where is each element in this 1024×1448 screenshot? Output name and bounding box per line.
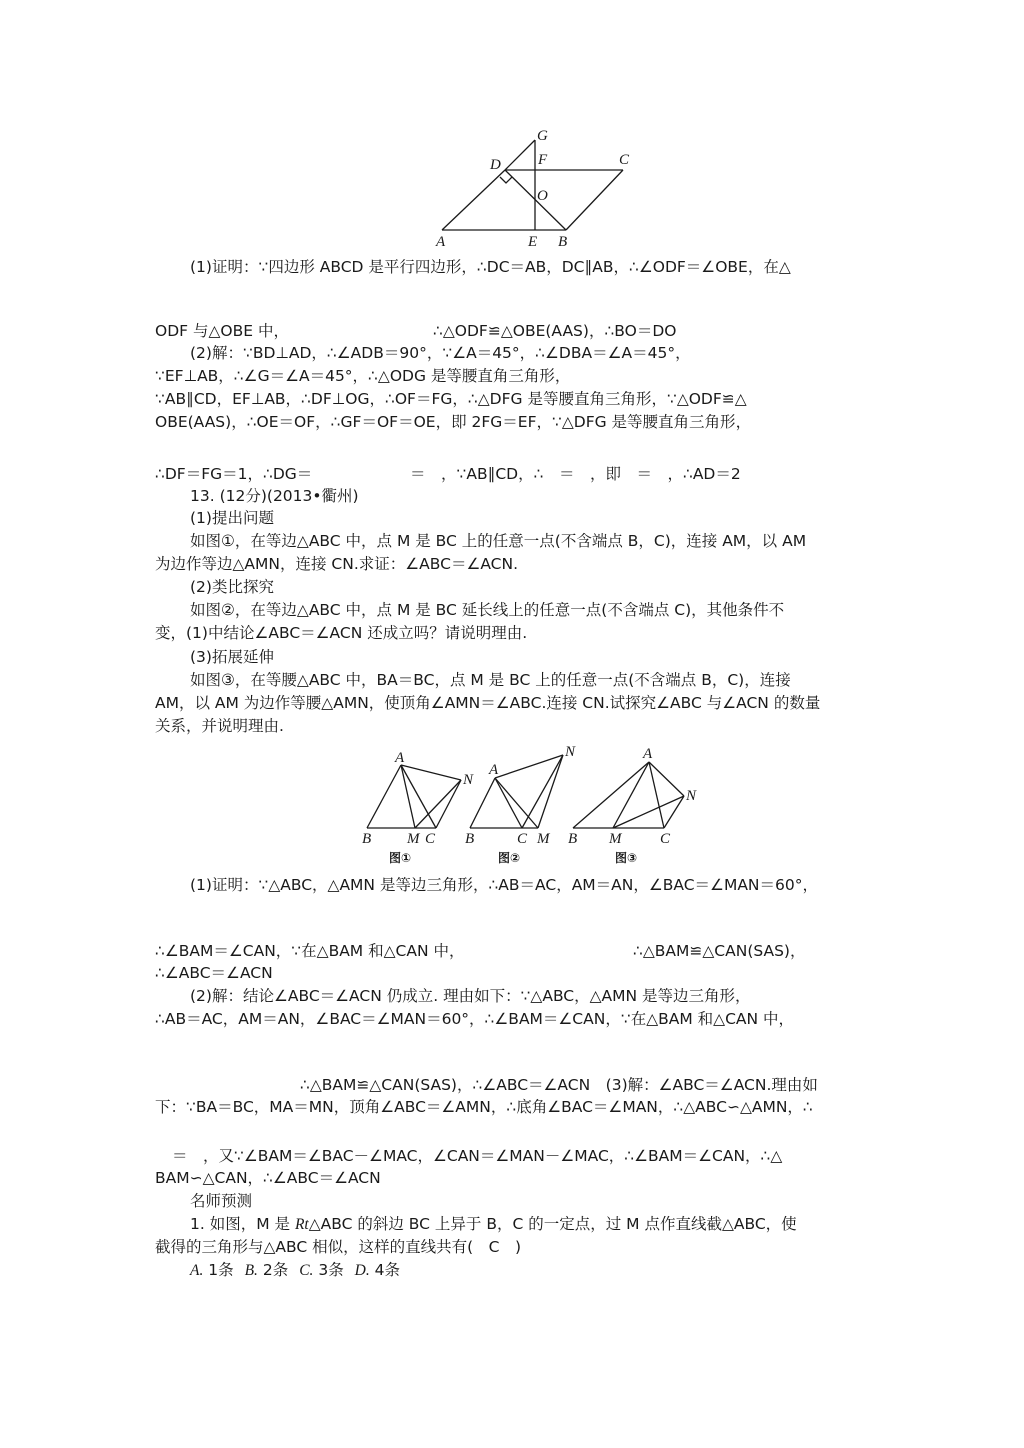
- fig2-label-C: C: [517, 831, 528, 847]
- label-A: A: [436, 234, 446, 250]
- sol13-line9: BAM∽△CAN，∴∠ABC＝∠ACN: [155, 1169, 381, 1187]
- fig2-caption: 图②: [498, 851, 521, 865]
- fig1-label-C: C: [425, 831, 436, 847]
- p12-line7: ∴DF＝FG＝1，∴DG＝ ＝ ，∵AB∥CD，∴ ＝ ，即 ＝ ，∴AD＝2: [155, 465, 741, 483]
- predict-q1-options: A. 1条 B. 2条 C. 3条 D. 4条: [190, 1261, 401, 1279]
- q13-header: 13. (12分)(2013•衢州): [190, 487, 359, 505]
- p12-line2: ODF 与△OBE 中， ∴△ODF≌△OBE(AAS)，∴BO＝DO: [155, 322, 677, 340]
- fig2-label-A: A: [489, 762, 499, 778]
- q13-sub3-line3: 关系，并说明理由.: [155, 717, 284, 735]
- q13-sub3-line1: 如图③，在等腰△ABC 中，BA＝BC，点 M 是 BC 上的任意一点(不含端点 B，C)，连接: [190, 671, 791, 689]
- sol13-line4: (2)解：结论∠ABC＝∠ACN 仍成立. 理由如下：∵△ABC，△AMN 是等边三角形，: [190, 987, 751, 1005]
- fig3-label-C: C: [660, 831, 671, 847]
- p12-line5: ∵AB∥CD，EF⊥AB，∴DF⊥OG，∴OF＝FG，∴△DFG 是等腰直角三角形，∵△ODF≌△: [155, 390, 747, 408]
- fig1-label-N: N: [463, 772, 474, 788]
- fig2-label-N: N: [565, 744, 576, 760]
- q13-sub2-line2: 变，(1)中结论∠ABC＝∠ACN 还成立吗？请说明理由.: [155, 624, 528, 642]
- q13-sub1-line2: 为边作等边△AMN，连接 CN.求证：∠ABC＝∠ACN.: [155, 555, 519, 573]
- fig2-label-M: M: [537, 831, 550, 847]
- p12-line1: (1)证明：∵四边形 ABCD 是平行四边形，∴DC＝AB，DC∥AB，∴∠ODF＝∠OBE，在△: [190, 258, 791, 276]
- q13-sub1-line1: 如图①，在等边△ABC 中，点 M 是 BC 上的任意一点(不含端点 B，C)，连接 AM，以 AM: [190, 532, 807, 550]
- predict-q1-line2: 截得的三角形与△ABC 相似，这样的直线共有( C ): [155, 1238, 522, 1256]
- fig3-label-B: B: [568, 831, 578, 847]
- fig1-label-M: M: [407, 831, 420, 847]
- label-C: C: [619, 152, 630, 168]
- sol13-line6: ∴△BAM≌△CAN(SAS)，∴∠ABC＝∠ACN (3)解：∠ABC＝∠ACN.理由如: [300, 1076, 818, 1094]
- sol13-line7: 下：∵BA＝BC，MA＝MN，顶角∠ABC＝∠AMN，∴底角∠BAC＝∠MAN，∴△ABC∽△AMN，∴: [155, 1098, 813, 1116]
- p12-line3: (2)解：∵BD⊥AD，∴∠ADB＝90°，∵∠A＝45°，∴∠DBA＝∠A＝45°，: [190, 344, 691, 362]
- triangles-figure: [355, 738, 705, 870]
- fig2-label-B: B: [465, 831, 475, 847]
- fig3-label-N: N: [686, 788, 697, 804]
- label-O: O: [537, 188, 548, 204]
- p12-line4: ∵EF⊥AB，∴∠G＝∠A＝45°，∴△ODG 是等腰直角三角形，: [155, 367, 571, 385]
- parallelogram-figure: [430, 120, 640, 250]
- sol13-line8: ＝ ，又∵∠BAM＝∠BAC－∠MAC，∠CAN＝∠MAN－∠MAC，∴∠BAM＝∠CAN，∴△: [172, 1147, 783, 1165]
- fig1-label-B: B: [362, 831, 372, 847]
- sol13-line5: ∴AB＝AC，AM＝AN，∠BAC＝∠MAN＝60°，∴∠BAM＝∠CAN，∵在△BAM 和△CAN 中，: [155, 1010, 795, 1028]
- label-D: D: [490, 157, 501, 173]
- sol13-line1: (1)证明：∵△ABC，△AMN 是等边三角形，∴AB＝AC，AM＝AN，∠BAC＝∠MAN＝60°，: [190, 876, 818, 894]
- fig3-label-M: M: [609, 831, 622, 847]
- sol13-line2: ∴∠BAM＝∠CAN，∵在△BAM 和△CAN 中， ∴△BAM≌△CAN(SAS)，: [155, 942, 806, 960]
- fig1-caption: 图①: [389, 851, 412, 865]
- fig3-label-A: A: [643, 746, 653, 762]
- predict-header: 名师预测: [190, 1192, 253, 1210]
- q13-sub1: (1)提出问题: [190, 509, 274, 527]
- fig3-caption: 图③: [615, 851, 638, 865]
- fig1-label-A: A: [395, 750, 405, 766]
- label-G: G: [537, 128, 548, 144]
- label-B: B: [558, 234, 568, 250]
- q13-sub3: (3)拓展延伸: [190, 648, 274, 666]
- q13-sub2: (2)类比探究: [190, 578, 274, 596]
- p12-line6: OBE(AAS)，∴OE＝OF，∴GF＝OF＝OE，即 2FG＝EF，∵△DFG 是等腰直角三角形，: [155, 413, 752, 431]
- sol13-line3: ∴∠ABC＝∠ACN: [155, 964, 273, 982]
- predict-q1-line1: 1. 如图，M 是 Rt△ABC 的斜边 BC 上异于 B，C 的一定点，过 M 点作直线截△ABC，使: [190, 1215, 797, 1233]
- label-E: E: [528, 234, 538, 250]
- q13-sub2-line1: 如图②，在等边△ABC 中，点 M 是 BC 延长线上的任意一点(不含端点 C)，其他条件不: [190, 601, 785, 619]
- label-F: F: [538, 152, 548, 168]
- q13-sub3-line2: AM，以 AM 为边作等腰△AMN，使顶角∠AMN＝∠ABC.连接 CN.试探究∠ABC 与∠ACN 的数量: [155, 694, 821, 712]
